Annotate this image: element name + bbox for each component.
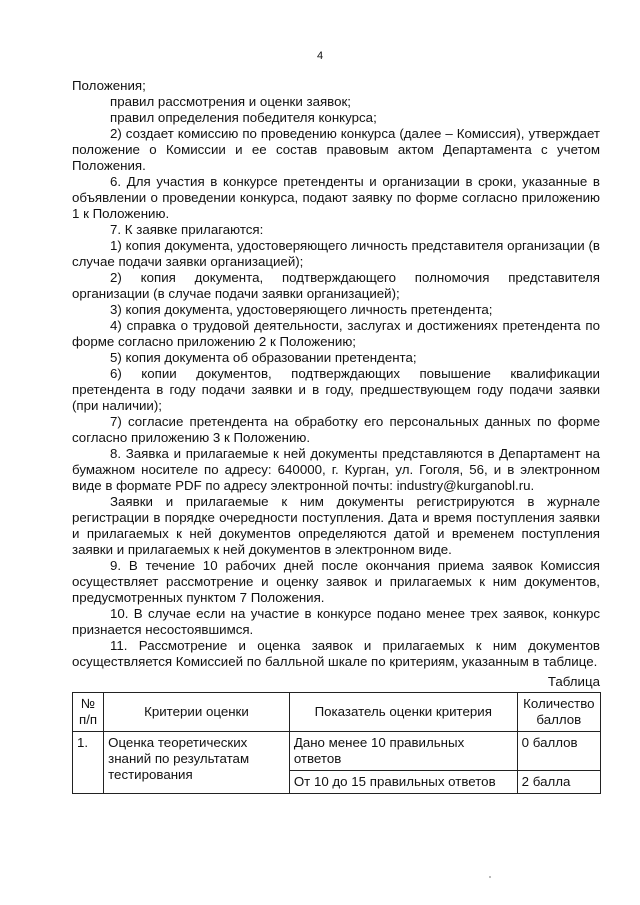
criteria-table xyxy=(72,692,601,794)
cell-num: 1. xyxy=(73,732,104,794)
cell-criteria: Оценка теоретических знаний по результатам тестирования xyxy=(104,732,290,794)
header-score: Количество баллов xyxy=(517,693,600,732)
cell-score: 2 балла xyxy=(517,771,600,794)
page-number: 4 xyxy=(316,50,324,62)
paragraph: 6) копии документов, подтверждающих повышение квалификации претендента в году подачи заявки и в году, предшествующем году подачи заявки (при наличии); xyxy=(72,366,600,413)
paragraph: 5) копия документа об образовании претендента; xyxy=(110,350,417,365)
header-num: № п/п xyxy=(73,693,104,732)
header-indicator: Показатель оценки критерия xyxy=(289,693,517,732)
paragraph: 4) справка о трудовой деятельности, заслугах и достижениях претендента по форме согласно приложению 2 к Положению; xyxy=(72,318,600,349)
paragraph: правил определения победителя конкурса; xyxy=(110,110,377,125)
paragraph: 6. Для участия в конкурсе претенденты и организации в сроки, указанные в объявлении о проведении конкурса, подают заявку по форме согласно приложению 1 к Положению. xyxy=(72,174,600,221)
table-caption: Таблица xyxy=(547,674,600,689)
paragraph: Заявки и прилагаемые к ним документы регистрируются в журнале регистрации в порядке очередности поступления. Дата и время поступления заявки и прилагаемых к ней документов определяются датой и временем поступления заявки и прилагаемых к ней документов в электронном виде. xyxy=(72,494,600,557)
cell-score: 0 баллов xyxy=(517,732,600,771)
paragraph: 7) согласие претендента на обработку его персональных данных по форме согласно приложению 3 к Положению. xyxy=(72,414,600,445)
paragraph: правил рассмотрения и оценки заявок; xyxy=(110,94,351,109)
paragraph: Положения; xyxy=(72,78,146,93)
cell-indicator: От 10 до 15 правильных ответов xyxy=(289,771,517,794)
document-body xyxy=(72,78,600,794)
header-criteria: Критерии оценки xyxy=(104,693,290,732)
paragraph: 2) создает комиссию по проведению конкурса (далее – Комиссия), утверждает положение о Комиссии и ее состав правовым актом Департамента с учетом Положения. xyxy=(72,126,600,173)
cell-indicator: Дано менее 10 правильных ответов xyxy=(289,732,517,771)
paragraph: 3) копия документа, удостоверяющего личность претендента; xyxy=(110,302,493,317)
paragraph: 9. В течение 10 рабочих дней после окончания приема заявок Комиссия осуществляет рассмотрение и оценку заявок и прилагаемых к ним документов, предусмотренных пунктом 7 Положения. xyxy=(72,558,600,605)
paragraph: 1) копия документа, удостоверяющего личность представителя организации (в случае подачи заявки организацией); xyxy=(72,238,600,269)
paragraph: 11. Рассмотрение и оценка заявок и прилагаемых к ним документов осуществляется Комиссией по балльной шкале по критериям, указанным в таблице. xyxy=(72,638,600,669)
paragraph: 10. В случае если на участие в конкурсе подано менее трех заявок, конкурс признается несостоявшимся. xyxy=(72,606,600,637)
table-header-row xyxy=(73,693,601,732)
paragraph: 2) копия документа, подтверждающего полномочия представителя организации (в случае подачи заявки организацией); xyxy=(72,270,600,301)
table-row xyxy=(73,732,601,771)
scan-speck xyxy=(489,876,491,878)
paragraph: 8. Заявка и прилагаемые к ней документы представляются в Департамент на бумажном носителе по адресу: 640000, г. Курган, ул. Гоголя, 56, и в электронном виде в формате PDF по адресу электронной почты: industry@kurganobl.ru. xyxy=(72,446,600,493)
paragraph: 7. К заявке прилагаются: xyxy=(110,222,264,237)
